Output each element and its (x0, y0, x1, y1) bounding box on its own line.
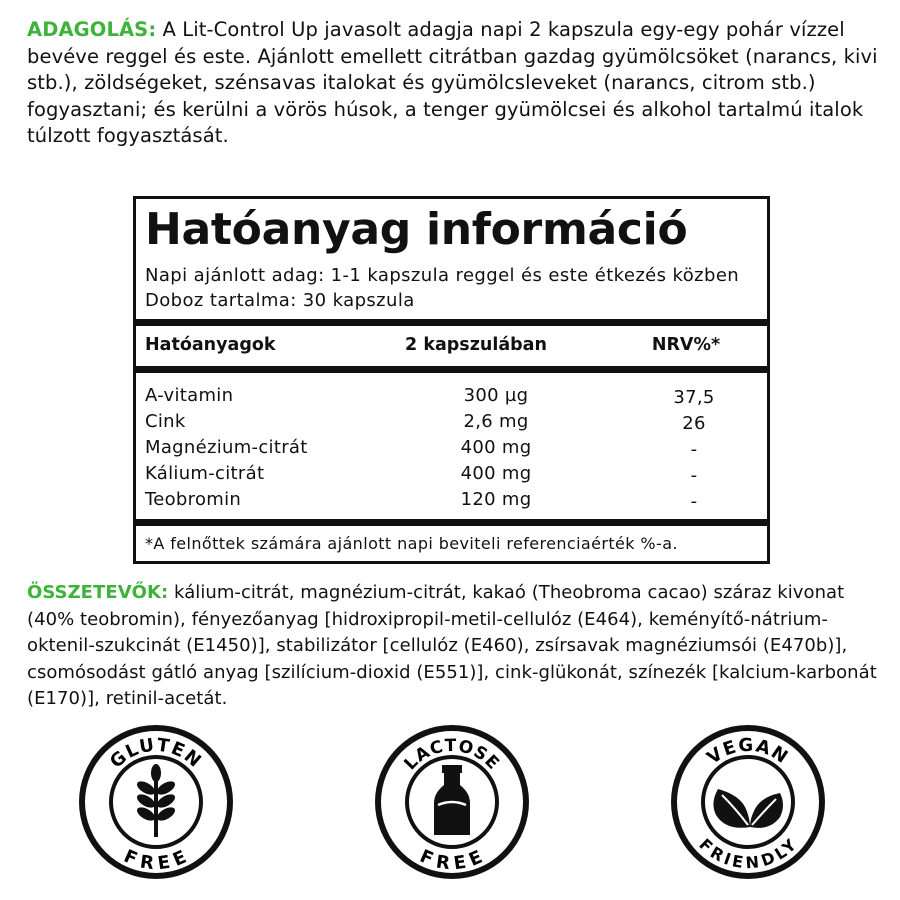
label-meta (136, 255, 767, 319)
table-row (136, 463, 767, 489)
row-amount: 120 mg (460, 489, 532, 510)
row-nrv: 26 (682, 413, 706, 434)
row-nrv: 37,5 (673, 387, 715, 408)
divider-thick (136, 519, 767, 526)
header-ingredient: Hatóanyagok (145, 335, 276, 355)
ingredients-text: kálium-citrát, magnézium-citrát, kakaó (Theobroma cacao) száraz kivonat (40% teobromin), fényezőanyag [hidroxipropil-metil-cellulóz (E464), keményítő-nátrium-oktenil-szukcinát (E1450)], stabilizátor [cellulóz (E460), zsírsavak magnéziumsói (E470b)], csomósodást gátló anyag [szilícium-dioxid (E551)], cink-glükonát, színezék [kalcium-karbonát (E170)], retinil-acetát. (27, 582, 877, 709)
table-row (136, 437, 767, 463)
divider-thick (136, 319, 767, 326)
table-row (136, 411, 767, 437)
badge-bottom-text: FREE (120, 845, 192, 875)
dosage-paragraph (27, 17, 887, 150)
divider-thick (136, 366, 767, 373)
leaves-icon (713, 789, 783, 828)
nutrition-label (133, 196, 770, 564)
row-amount: 2,6 mg (463, 411, 529, 432)
lactose-free-badge (374, 723, 530, 881)
vegan-friendly-badge (670, 723, 826, 881)
gluten-free-badge (78, 723, 234, 881)
box-content-text: Doboz tartalma: 30 kapszula (145, 290, 415, 311)
badge-top-text: VEGAN (703, 734, 793, 769)
row-name: Cink (145, 411, 186, 432)
row-amount: 400 mg (460, 463, 532, 484)
header-nrv: NRV%* (651, 335, 721, 355)
dosage-heading: ADAGOLÁS: (27, 18, 157, 41)
row-amount: 400 mg (460, 437, 532, 458)
svg-text:VEGAN (703, 735, 792, 769)
wheat-icon (135, 764, 177, 837)
ingredients-paragraph (27, 580, 887, 713)
table-row (136, 489, 767, 515)
label-title: Hatóanyag információ (145, 204, 688, 255)
badge-top-text: GLUTEN (106, 734, 206, 773)
row-name: Kálium-citrát (145, 463, 265, 484)
header-amount: 2 kapszulában (405, 335, 547, 355)
row-nrv: - (690, 465, 698, 486)
milk-bottle-icon (434, 765, 470, 835)
row-amount: 300 µg (463, 385, 529, 406)
badge-top-text: LACTOSE (400, 735, 504, 775)
dosage-text: A Lit-Control Up javasolt adagja napi 2 kapszula egy-egy pohár vízzel bevéve reggel és este. Ajánlott emellett citrátban gazdag gyümölcsöket (narancs, kivi stb.), zöldségeket, szénsavas italokat és gyümölcsleveket (narancs, citrom stb.) fogyasztani; és kerülni a vörös húsok, a tenger gyümölcsei és alkohol tartalmú italok túlzott fogyasztását. (27, 18, 878, 147)
badge-bottom-text: FREE (416, 845, 488, 875)
row-name: A-vitamin (145, 385, 234, 406)
nrv-footnote: *A felnőttek számára ajánlott napi beviteli referenciaérték %-a. (145, 534, 678, 553)
row-name: Magnézium-citrát (145, 437, 308, 458)
table-header (136, 326, 767, 366)
ingredients-heading: ÖSSZETEVŐK: (27, 582, 169, 603)
table-row (136, 385, 767, 411)
table-body (136, 373, 767, 519)
badge-bottom-text: FRIENDLY (695, 834, 801, 873)
row-nrv: - (690, 439, 698, 460)
row-name: Teobromin (145, 489, 242, 510)
row-nrv: - (690, 491, 698, 512)
daily-dose-text: Napi ajánlott adag: 1-1 kapszula reggel és este étkezés közben (145, 265, 740, 286)
